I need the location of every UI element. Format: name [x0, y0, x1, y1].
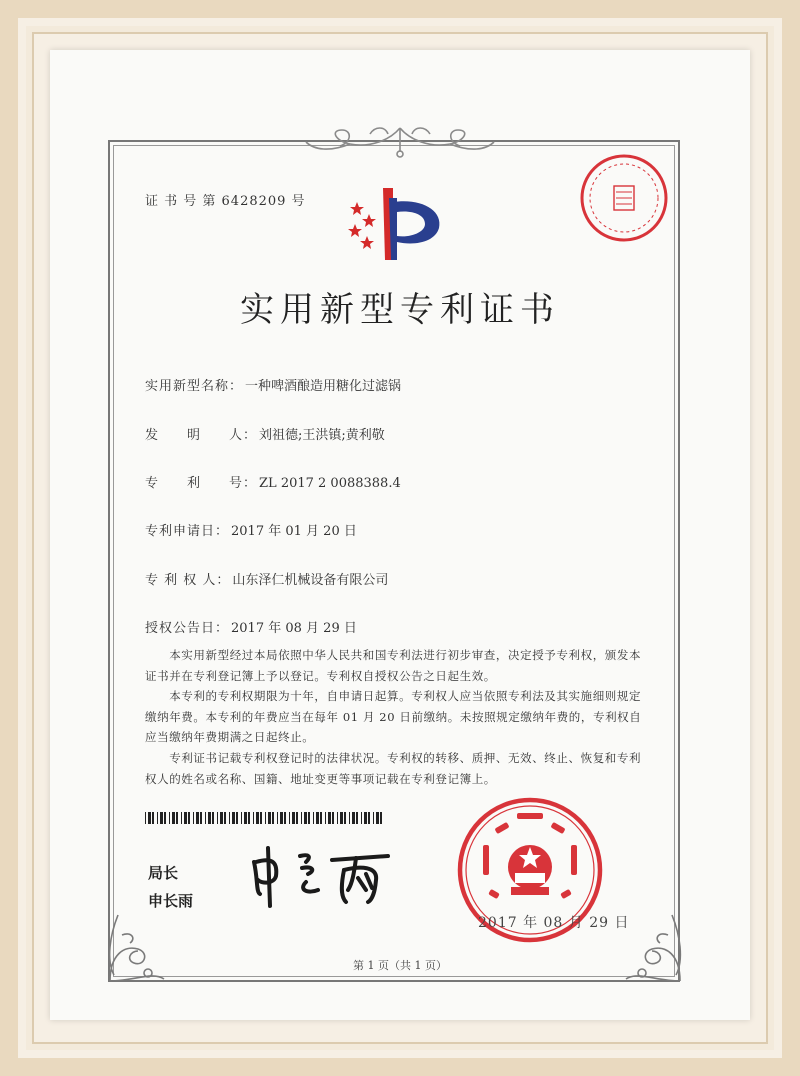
field-utility-model-name: [145, 375, 401, 394]
paragraph-grant: 本实用新型经过本局依照中华人民共和国专利法进行初步审查，决定授予专利权，颁发本证书并在专利登记簿上予以登记。专利权自授权公告之日起生效。: [145, 648, 642, 683]
field-patent-number: [145, 472, 401, 491]
field-value: 刘祖德;王洪镇;黄利敬: [259, 428, 385, 443]
field-value: 一种啤酒酿造用糖化过滤锅: [245, 379, 402, 394]
field-label: 实用新型名称：: [145, 379, 244, 394]
field-label: 专 利 号：: [145, 476, 258, 491]
field-label: 发 明 人：: [145, 428, 258, 443]
field-application-date: [145, 520, 357, 539]
certificate-title: 实用新型专利证书: [240, 290, 560, 330]
top-ornament-icon: [300, 122, 500, 160]
bottom-left-ornament-icon: [104, 905, 174, 985]
field-value: 山东泽仁机械设备有限公司: [232, 573, 389, 588]
paragraph-term: 本专利的专利权期限为十年，自申请日起算。专利权人应当依照专利法及其实施细则规定缴纳年费。本专利的年费应当在每年 01 月 20 日前缴纳。未按照规定缴纳年费的，专利权自应当缴纳年费期满之日起终止。: [145, 689, 642, 744]
field-label: 专 利 权 人：: [145, 573, 231, 588]
director-name: 申长雨: [148, 892, 194, 910]
field-value: 2017 年 01 月 20 日: [231, 524, 357, 539]
signature-icon: [248, 840, 398, 910]
paragraph-legal-status: 专利证书记载专利权登记时的法律状况。专利权的转移、质押、无效、终止、恢复和专利权人的姓名或名称、国籍、地址变更等事项记载在专利登记簿上。: [145, 751, 642, 786]
page-number: 第 1 页（共 1 页）: [353, 959, 447, 972]
field-grant-date: [145, 617, 357, 636]
field-value: ZL 2017 2 0088388.4: [259, 476, 401, 491]
field-inventors: [145, 424, 385, 443]
agency-seal-icon: [578, 152, 670, 244]
seal-date: 2017 年 08 月 29 日: [478, 915, 630, 931]
field-label: 授权公告日：: [145, 621, 230, 636]
field-label: 专利申请日：: [145, 524, 230, 539]
barcode-icon: [145, 812, 383, 824]
field-value: 2017 年 08 月 29 日: [231, 621, 357, 636]
director-title: 局长: [148, 864, 179, 882]
certificate-number: 证 书 号 第 6428209 号: [145, 194, 306, 209]
field-patentee: [145, 569, 388, 588]
patent-office-logo-icon: [345, 180, 445, 264]
